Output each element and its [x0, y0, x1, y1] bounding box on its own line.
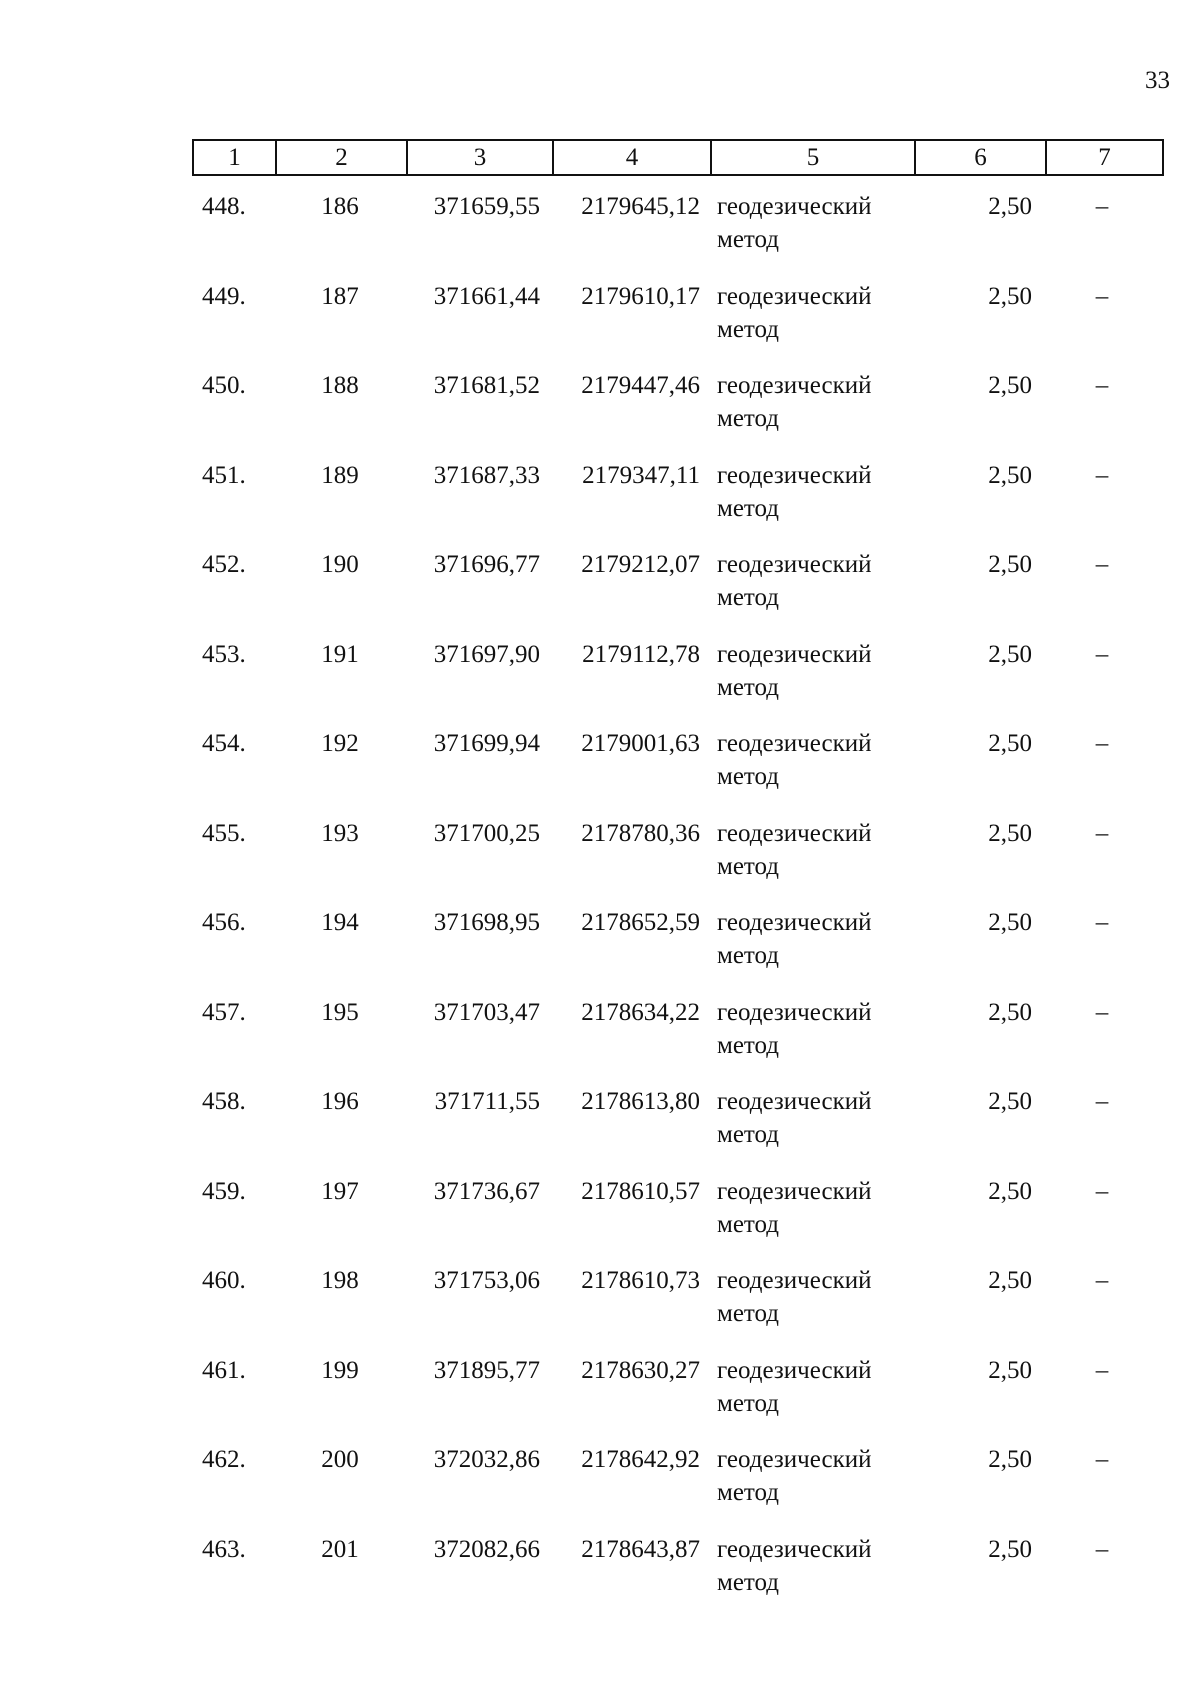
accuracy-value: 2,50: [988, 1088, 1032, 1115]
coordinate-y: 2179447,46: [581, 372, 700, 399]
coordinate-y: 2178642,92: [581, 1446, 700, 1473]
point-number: 194: [321, 909, 359, 936]
coordinate-x: 371659,55: [433, 193, 540, 220]
coordinate-x: 371698,95: [433, 909, 540, 936]
method-text: геодезический метод: [717, 819, 872, 880]
coordinate-x: 371697,90: [433, 640, 540, 668]
point-number: 199: [321, 1356, 359, 1384]
description-dash: –: [1095, 193, 1109, 220]
description-dash: –: [1095, 461, 1109, 489]
accuracy-value: 2,50: [988, 551, 1032, 578]
description-dash: –: [1095, 1446, 1109, 1473]
column-header-4: 4: [553, 140, 711, 175]
row-number: 460.: [202, 1267, 246, 1294]
point-number: 189: [321, 461, 359, 489]
row-number: 451.: [202, 461, 246, 489]
coordinate-y: 2178610,73: [581, 1267, 700, 1294]
description-dash: –: [1095, 1088, 1109, 1115]
description-dash: –: [1095, 998, 1109, 1026]
coordinate-x: 371696,77: [433, 551, 540, 578]
description-dash: –: [1095, 730, 1109, 757]
coordinate-y: 2179212,07: [581, 551, 700, 578]
row-number: 448.: [202, 193, 246, 220]
point-number: 196: [321, 1088, 359, 1115]
row-number: 454.: [202, 730, 246, 757]
point-number: 200: [321, 1446, 359, 1473]
row-number: 450.: [202, 372, 246, 399]
coordinate-x: 372032,86: [433, 1446, 540, 1473]
accuracy-value: 2,50: [988, 1177, 1032, 1205]
column-header-table: [192, 139, 1164, 176]
row-number: 457.: [202, 998, 246, 1026]
method-text: геодезический метод: [717, 372, 872, 432]
row-number: 459.: [202, 1177, 246, 1205]
column-header-2: 2: [276, 140, 407, 175]
coordinate-x: 371703,47: [433, 998, 540, 1026]
table-row: [0, 1437, 1200, 1527]
accuracy-value: 2,50: [988, 730, 1032, 757]
point-number: 192: [321, 730, 359, 757]
accuracy-value: 2,50: [988, 1535, 1032, 1563]
method-text: геодезический метод: [717, 1535, 872, 1596]
method-text: геодезический метод: [717, 998, 872, 1059]
description-dash: –: [1095, 1267, 1109, 1294]
description-dash: –: [1095, 819, 1109, 847]
coordinate-x: 371753,06: [433, 1267, 540, 1294]
table-row: [0, 811, 1200, 901]
accuracy-value: 2,50: [988, 909, 1032, 936]
table-row: [0, 184, 1200, 274]
description-dash: –: [1095, 1177, 1109, 1205]
table-row: [0, 274, 1200, 364]
table-row: [0, 363, 1200, 453]
point-number: 197: [321, 1177, 359, 1205]
row-number: 449.: [202, 282, 246, 310]
coordinate-x: 371681,52: [433, 372, 540, 399]
accuracy-value: 2,50: [988, 1356, 1032, 1384]
method-text: геодезический метод: [717, 1088, 872, 1148]
table-row: [0, 632, 1200, 722]
coordinate-x: 371711,55: [434, 1088, 540, 1115]
table-row: [0, 1079, 1200, 1169]
coordinate-x: 371736,67: [433, 1177, 540, 1205]
description-dash: –: [1095, 1535, 1109, 1563]
row-number: 458.: [202, 1088, 246, 1115]
accuracy-value: 2,50: [988, 372, 1032, 399]
row-number: 455.: [202, 819, 246, 847]
table-row: [0, 542, 1200, 632]
point-number: 187: [321, 282, 359, 310]
point-number: 193: [321, 819, 359, 847]
description-dash: –: [1095, 372, 1109, 399]
method-text: геодезический метод: [717, 909, 872, 969]
point-number: 188: [321, 372, 359, 399]
table-row: [0, 1169, 1200, 1259]
description-dash: –: [1095, 1356, 1109, 1384]
method-text: геодезический метод: [717, 640, 872, 701]
table-row: [0, 453, 1200, 543]
point-number: 198: [321, 1267, 359, 1294]
accuracy-value: 2,50: [988, 1446, 1032, 1473]
coordinate-y: 2179610,17: [581, 282, 700, 310]
table-row: [0, 1258, 1200, 1348]
coordinate-y: 2179645,12: [581, 193, 700, 220]
coordinate-x: 371895,77: [433, 1356, 540, 1384]
page-number: 33: [1145, 67, 1170, 94]
coordinate-y: 2179112,78: [582, 640, 700, 668]
description-dash: –: [1095, 551, 1109, 578]
point-number: 186: [321, 193, 359, 220]
method-text: геодезический метод: [717, 461, 872, 522]
column-header-3: 3: [407, 140, 553, 175]
description-dash: –: [1095, 282, 1109, 310]
column-header-row: [193, 140, 1163, 175]
column-header-7: 7: [1046, 140, 1163, 175]
coordinate-y: 2178610,57: [581, 1177, 700, 1205]
table-row: [0, 900, 1200, 990]
point-number: 195: [321, 998, 359, 1026]
accuracy-value: 2,50: [988, 282, 1032, 310]
table-row: [0, 1348, 1200, 1438]
coordinate-x: 371661,44: [433, 282, 540, 310]
method-text: геодезический метод: [717, 193, 872, 253]
table-row: [0, 721, 1200, 811]
method-text: геодезический метод: [717, 282, 872, 343]
column-header-6: 6: [915, 140, 1046, 175]
accuracy-value: 2,50: [988, 998, 1032, 1026]
row-number: 463.: [202, 1535, 246, 1563]
row-number: 456.: [202, 909, 246, 936]
row-number: 462.: [202, 1446, 246, 1473]
point-number: 191: [321, 640, 359, 668]
coordinate-y: 2178780,36: [581, 819, 700, 847]
table-row: [0, 1527, 1200, 1617]
accuracy-value: 2,50: [988, 193, 1032, 220]
accuracy-value: 2,50: [988, 1267, 1032, 1294]
method-text: геодезический метод: [717, 1177, 872, 1238]
point-number: 201: [321, 1535, 359, 1563]
coordinate-x: 371687,33: [433, 461, 540, 489]
method-text: геодезический метод: [717, 551, 872, 611]
accuracy-value: 2,50: [988, 461, 1032, 489]
coordinate-y: 2178652,59: [581, 909, 700, 936]
coordinate-y: 2178643,87: [581, 1535, 700, 1563]
coordinate-x: 372082,66: [433, 1535, 540, 1563]
column-header-1: 1: [193, 140, 276, 175]
method-text: геодезический метод: [717, 730, 872, 790]
method-text: геодезический метод: [717, 1446, 872, 1506]
description-dash: –: [1095, 909, 1109, 936]
description-dash: –: [1095, 640, 1109, 668]
coordinate-x: 371699,94: [433, 730, 540, 757]
coordinate-y: 2179001,63: [581, 730, 700, 757]
column-header-5: 5: [711, 140, 915, 175]
coordinate-y: 2178613,80: [581, 1088, 700, 1115]
row-number: 453.: [202, 640, 246, 668]
row-number: 461.: [202, 1356, 246, 1384]
coordinate-y: 2178634,22: [581, 998, 700, 1026]
table-row: [0, 990, 1200, 1080]
coordinate-x: 371700,25: [433, 819, 540, 847]
point-number: 190: [321, 551, 359, 578]
accuracy-value: 2,50: [988, 640, 1032, 668]
method-text: геодезический метод: [717, 1267, 872, 1327]
method-text: геодезический метод: [717, 1356, 872, 1417]
coordinate-y: 2178630,27: [581, 1356, 700, 1384]
accuracy-value: 2,50: [988, 819, 1032, 847]
coordinate-rows: [0, 184, 1200, 1616]
coordinate-y: 2179347,11: [582, 461, 700, 489]
row-number: 452.: [202, 551, 246, 578]
